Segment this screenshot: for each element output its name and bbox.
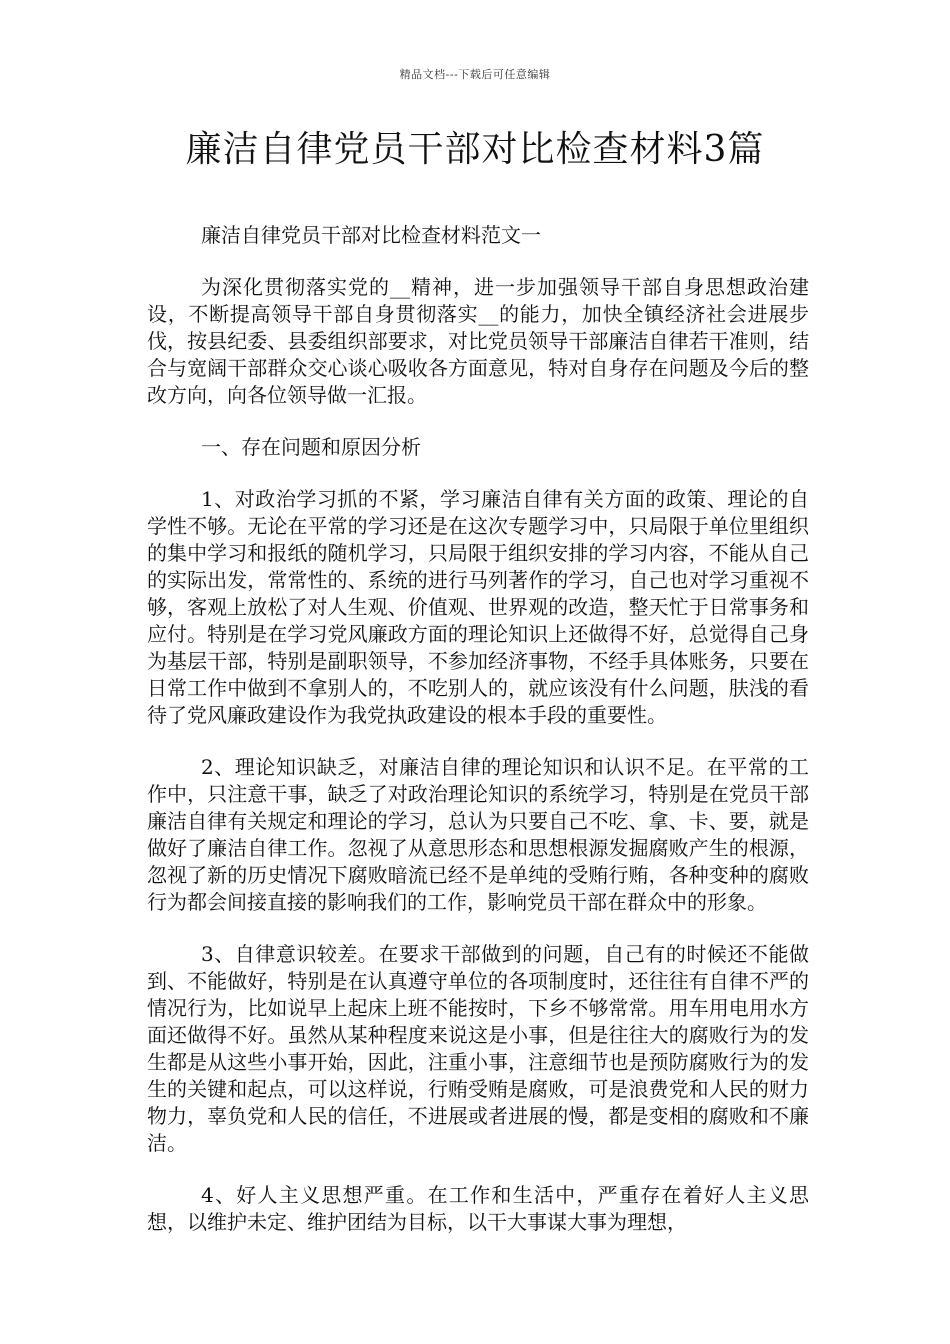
document-body [147, 222, 809, 1261]
paragraph-item-3: 3、自律意识较差。在要求干部做到的问题，自己有的时候还不能做到、不能做好，特别是在认真遵守单位的各项制度时，还往往有自律不严的情况行为，比如说早上起床上班不能按时，下乡不够常常。用车用电用水方面还做得不好。虽然从某种程度来说这是小事，但是往往大的腐败行为的发生都是从这些小事开始，因此，注重小事，注意细节也是预防腐败行为的发生的关键和起点，可以这样说，行贿受贿是腐败，可是浪费党和人民的财力物力，辜负党和人民的信任，不进展或者进展的慢，都是变相的腐败和不廉洁。 [147, 942, 809, 1155]
paragraph-item-2: 2、理论知识缺乏，对廉洁自律的理论知识和认识不足。在平常的工作中，只注意干事，缺乏了对政治理论知识的系统学习，特别是在党员干部廉洁自律有关规定和理论的学习，总认为只要自己不吃、拿、卡、要，就是做好了廉洁自律工作。忽视了从意思形态和思想根源发掘腐败产生的根源，忽视了新的历史情况下腐败暗流已经不是单纯的受贿行贿，各种变种的腐败行为都会间接直接的影响我们的工作，影响党员干部在群众中的形象。 [147, 755, 809, 914]
section-heading: 一、存在问题和原因分析 [201, 435, 421, 459]
paragraph-intro: 为深化贯彻落实党的__精神，进一步加强领导干部自身思想政治建设，不断提高领导干部自身贯彻落实__的能力，加快全镇经济社会进展步伐，按县纪委、县委组织部要求，对比党员领导干部廉洁自律若干准则，结合与宽阔干部群众交心谈心吸收各方面意见，特对自身存在问题及今后的整改方向，向各位领导做一汇报。 [147, 275, 809, 407]
document-title: 廉洁自律党员干部对比检查材料3篇 [185, 129, 765, 170]
header-note: 精品文档---下载后可任意编辑 [399, 68, 551, 81]
paragraph-item-1: 1、对政治学习抓的不紧，学习廉洁自律有关方面的政策、理论的自学性不够。无论在平常的学习还是在这次专题学习中，只局限于单位里组织的集中学习和报纸的随机学习，只局限于组织安排的学习内容，不能从自己的实际出发，常常性的、系统的进行马列著作的学习，自己也对学习重视不够，客观上放松了对人生观、价值观、世界观的改造，整天忙于日常事务和应付。特别是在学习党风廉政方面的理论知识上还做得不好，总觉得自己身为基层干部，特别是副职领导，不参加经济事物，不经手具体账务，只要在日常工作中做到不拿别人的，不吃别人的，就应该没有什么问题，肤浅的看待了党风廉政建设作为我党执政建设的根本手段的重要性。 [147, 487, 809, 727]
paragraph-item-4: 4、好人主义思想严重。在工作和生活中，严重存在着好人主义思想，以维护未定、维护团结为目标，以干大事谋大事为理想， [147, 1183, 809, 1234]
document-subtitle: 廉洁自律党员干部对比检查材料范文一 [201, 223, 541, 247]
